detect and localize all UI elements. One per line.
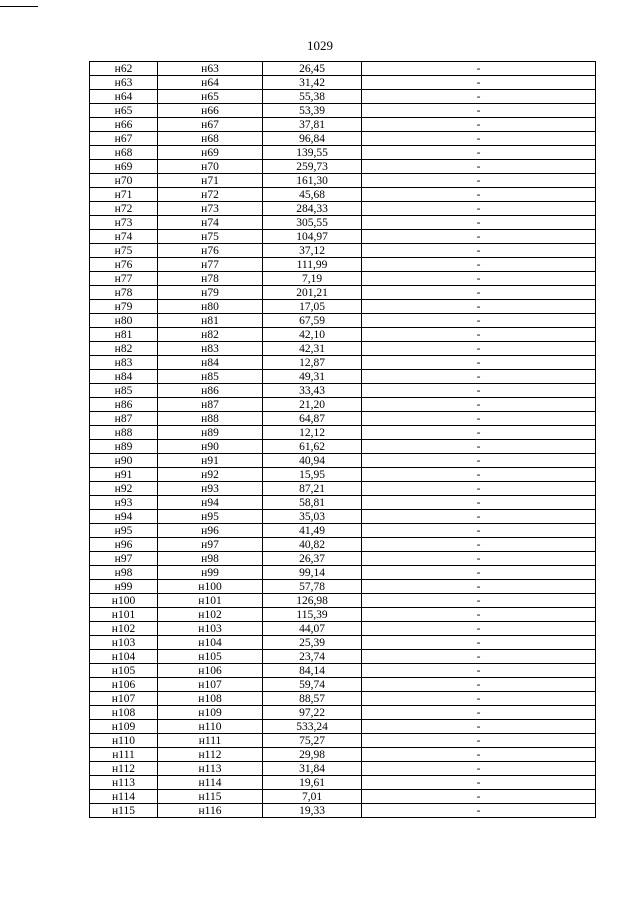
point-from-cell: н102: [90, 622, 158, 636]
distance-cell: 99,14: [263, 566, 362, 580]
point-from-cell: н72: [90, 202, 158, 216]
table-row: [90, 244, 596, 258]
distance-cell: 53,39: [263, 104, 362, 118]
distance-cell: 31,42: [263, 76, 362, 90]
table-row: [90, 174, 596, 188]
table-row: [90, 132, 596, 146]
point-to-cell: н116: [158, 804, 263, 818]
table-row: [90, 720, 596, 734]
note-cell: -: [362, 650, 596, 664]
point-to-cell: н69: [158, 146, 263, 160]
table-row: [90, 62, 596, 76]
table-row: [90, 566, 596, 580]
table-row: [90, 440, 596, 454]
point-from-cell: н81: [90, 328, 158, 342]
note-cell: -: [362, 552, 596, 566]
table-row: [90, 580, 596, 594]
point-from-cell: н108: [90, 706, 158, 720]
table-row: [90, 300, 596, 314]
note-cell: -: [362, 426, 596, 440]
table-row: [90, 76, 596, 90]
note-cell: -: [362, 412, 596, 426]
note-cell: -: [362, 118, 596, 132]
point-from-cell: н78: [90, 286, 158, 300]
point-to-cell: н66: [158, 104, 263, 118]
point-from-cell: н85: [90, 384, 158, 398]
point-from-cell: н79: [90, 300, 158, 314]
point-from-cell: н111: [90, 748, 158, 762]
point-to-cell: н76: [158, 244, 263, 258]
point-from-cell: н114: [90, 790, 158, 804]
point-to-cell: н75: [158, 230, 263, 244]
distance-cell: 161,30: [263, 174, 362, 188]
note-cell: -: [362, 62, 596, 76]
point-to-cell: н106: [158, 664, 263, 678]
table-row: [90, 510, 596, 524]
distance-cell: 84,14: [263, 664, 362, 678]
point-from-cell: н62: [90, 62, 158, 76]
table-row: [90, 608, 596, 622]
distance-cell: 12,87: [263, 356, 362, 370]
point-from-cell: н103: [90, 636, 158, 650]
distance-cell: 305,55: [263, 216, 362, 230]
point-to-cell: н77: [158, 258, 263, 272]
point-to-cell: н91: [158, 454, 263, 468]
note-cell: -: [362, 76, 596, 90]
distance-cell: 12,12: [263, 426, 362, 440]
table-row: [90, 748, 596, 762]
table-row: [90, 272, 596, 286]
note-cell: -: [362, 188, 596, 202]
distance-cell: 26,37: [263, 552, 362, 566]
point-to-cell: н90: [158, 440, 263, 454]
point-to-cell: н111: [158, 734, 263, 748]
point-to-cell: н97: [158, 538, 263, 552]
point-to-cell: н87: [158, 398, 263, 412]
point-to-cell: н64: [158, 76, 263, 90]
note-cell: -: [362, 174, 596, 188]
table-row: [90, 496, 596, 510]
point-from-cell: н95: [90, 524, 158, 538]
table-row: [90, 790, 596, 804]
distance-cell: 33,43: [263, 384, 362, 398]
table-row: [90, 468, 596, 482]
distance-cell: 139,55: [263, 146, 362, 160]
point-from-cell: н73: [90, 216, 158, 230]
point-to-cell: н110: [158, 720, 263, 734]
table-row: [90, 734, 596, 748]
distance-cell: 111,99: [263, 258, 362, 272]
point-from-cell: н112: [90, 762, 158, 776]
corner-line: [0, 6, 38, 7]
point-to-cell: н95: [158, 510, 263, 524]
point-to-cell: н104: [158, 636, 263, 650]
point-to-cell: н92: [158, 468, 263, 482]
point-from-cell: н66: [90, 118, 158, 132]
point-from-cell: н109: [90, 720, 158, 734]
note-cell: -: [362, 384, 596, 398]
note-cell: -: [362, 244, 596, 258]
point-to-cell: н71: [158, 174, 263, 188]
point-from-cell: н113: [90, 776, 158, 790]
table-row: [90, 258, 596, 272]
table-row: [90, 664, 596, 678]
point-to-cell: н73: [158, 202, 263, 216]
note-cell: -: [362, 608, 596, 622]
table-row: [90, 622, 596, 636]
note-cell: -: [362, 664, 596, 678]
distance-cell: 57,78: [263, 580, 362, 594]
distance-cell: 25,39: [263, 636, 362, 650]
distance-cell: 37,81: [263, 118, 362, 132]
table-row: [90, 188, 596, 202]
note-cell: -: [362, 398, 596, 412]
distance-cell: 201,21: [263, 286, 362, 300]
note-cell: -: [362, 510, 596, 524]
point-from-cell: н70: [90, 174, 158, 188]
point-from-cell: н100: [90, 594, 158, 608]
point-from-cell: н71: [90, 188, 158, 202]
point-from-cell: н82: [90, 342, 158, 356]
table-body: [90, 62, 596, 818]
table-row: [90, 356, 596, 370]
table-row: [90, 538, 596, 552]
table-row: [90, 104, 596, 118]
distance-cell: 533,24: [263, 720, 362, 734]
note-cell: -: [362, 622, 596, 636]
note-cell: -: [362, 370, 596, 384]
point-from-cell: н65: [90, 104, 158, 118]
distance-cell: 58,81: [263, 496, 362, 510]
note-cell: -: [362, 132, 596, 146]
point-to-cell: н72: [158, 188, 263, 202]
point-to-cell: н84: [158, 356, 263, 370]
table-row: [90, 146, 596, 160]
point-from-cell: н98: [90, 566, 158, 580]
distance-cell: 75,27: [263, 734, 362, 748]
point-from-cell: н92: [90, 482, 158, 496]
distance-cell: 19,33: [263, 804, 362, 818]
distance-cell: 59,74: [263, 678, 362, 692]
point-from-cell: н91: [90, 468, 158, 482]
point-to-cell: н96: [158, 524, 263, 538]
point-from-cell: н77: [90, 272, 158, 286]
point-from-cell: н87: [90, 412, 158, 426]
table-row: [90, 594, 596, 608]
table-row: [90, 692, 596, 706]
point-to-cell: н88: [158, 412, 263, 426]
note-cell: -: [362, 146, 596, 160]
point-to-cell: н63: [158, 62, 263, 76]
point-from-cell: н90: [90, 454, 158, 468]
point-to-cell: н113: [158, 762, 263, 776]
boundary-table: [89, 61, 596, 818]
point-to-cell: н85: [158, 370, 263, 384]
point-to-cell: н114: [158, 776, 263, 790]
point-to-cell: н70: [158, 160, 263, 174]
point-to-cell: н107: [158, 678, 263, 692]
point-to-cell: н81: [158, 314, 263, 328]
note-cell: -: [362, 90, 596, 104]
point-from-cell: н68: [90, 146, 158, 160]
distance-cell: 23,74: [263, 650, 362, 664]
table-row: [90, 552, 596, 566]
point-from-cell: н75: [90, 244, 158, 258]
note-cell: -: [362, 524, 596, 538]
table-row: [90, 160, 596, 174]
point-to-cell: н94: [158, 496, 263, 510]
table-row: [90, 230, 596, 244]
distance-cell: 7,01: [263, 790, 362, 804]
point-to-cell: н74: [158, 216, 263, 230]
distance-cell: 31,84: [263, 762, 362, 776]
point-to-cell: н103: [158, 622, 263, 636]
table-row: [90, 454, 596, 468]
table-row: [90, 482, 596, 496]
table-row: [90, 804, 596, 818]
note-cell: -: [362, 342, 596, 356]
point-from-cell: н93: [90, 496, 158, 510]
distance-cell: 61,62: [263, 440, 362, 454]
distance-cell: 55,38: [263, 90, 362, 104]
point-from-cell: н74: [90, 230, 158, 244]
distance-cell: 29,98: [263, 748, 362, 762]
note-cell: -: [362, 678, 596, 692]
note-cell: -: [362, 440, 596, 454]
distance-cell: 17,05: [263, 300, 362, 314]
distance-cell: 44,07: [263, 622, 362, 636]
note-cell: -: [362, 356, 596, 370]
point-from-cell: н69: [90, 160, 158, 174]
point-to-cell: н105: [158, 650, 263, 664]
distance-cell: 87,21: [263, 482, 362, 496]
note-cell: -: [362, 762, 596, 776]
point-from-cell: н76: [90, 258, 158, 272]
point-from-cell: н64: [90, 90, 158, 104]
point-to-cell: н102: [158, 608, 263, 622]
distance-cell: 259,73: [263, 160, 362, 174]
note-cell: -: [362, 160, 596, 174]
point-to-cell: н82: [158, 328, 263, 342]
point-to-cell: н65: [158, 90, 263, 104]
note-cell: -: [362, 636, 596, 650]
table-row: [90, 650, 596, 664]
point-to-cell: н109: [158, 706, 263, 720]
point-from-cell: н67: [90, 132, 158, 146]
point-to-cell: н83: [158, 342, 263, 356]
point-from-cell: н99: [90, 580, 158, 594]
note-cell: -: [362, 104, 596, 118]
note-cell: -: [362, 216, 596, 230]
distance-cell: 49,31: [263, 370, 362, 384]
note-cell: -: [362, 454, 596, 468]
table-row: [90, 426, 596, 440]
note-cell: -: [362, 482, 596, 496]
point-from-cell: н96: [90, 538, 158, 552]
point-from-cell: н107: [90, 692, 158, 706]
note-cell: -: [362, 328, 596, 342]
point-to-cell: н115: [158, 790, 263, 804]
table-row: [90, 706, 596, 720]
table-row: [90, 216, 596, 230]
distance-cell: 42,31: [263, 342, 362, 356]
note-cell: -: [362, 748, 596, 762]
point-from-cell: н104: [90, 650, 158, 664]
note-cell: -: [362, 286, 596, 300]
note-cell: -: [362, 580, 596, 594]
note-cell: -: [362, 314, 596, 328]
point-from-cell: н63: [90, 76, 158, 90]
point-from-cell: н94: [90, 510, 158, 524]
point-to-cell: н67: [158, 118, 263, 132]
note-cell: -: [362, 594, 596, 608]
table-row: [90, 342, 596, 356]
distance-cell: 40,94: [263, 454, 362, 468]
note-cell: -: [362, 230, 596, 244]
point-from-cell: н86: [90, 398, 158, 412]
note-cell: -: [362, 720, 596, 734]
table-row: [90, 524, 596, 538]
note-cell: -: [362, 496, 596, 510]
point-to-cell: н89: [158, 426, 263, 440]
point-to-cell: н79: [158, 286, 263, 300]
table-row: [90, 118, 596, 132]
distance-cell: 15,95: [263, 468, 362, 482]
distance-cell: 35,03: [263, 510, 362, 524]
note-cell: -: [362, 790, 596, 804]
distance-cell: 67,59: [263, 314, 362, 328]
table-row: [90, 314, 596, 328]
point-to-cell: н99: [158, 566, 263, 580]
point-from-cell: н101: [90, 608, 158, 622]
point-from-cell: н106: [90, 678, 158, 692]
distance-cell: 97,22: [263, 706, 362, 720]
distance-cell: 45,68: [263, 188, 362, 202]
point-to-cell: н112: [158, 748, 263, 762]
point-to-cell: н100: [158, 580, 263, 594]
note-cell: -: [362, 300, 596, 314]
distance-cell: 88,57: [263, 692, 362, 706]
point-to-cell: н108: [158, 692, 263, 706]
table-row: [90, 412, 596, 426]
note-cell: -: [362, 734, 596, 748]
distance-cell: 26,45: [263, 62, 362, 76]
note-cell: -: [362, 692, 596, 706]
distance-cell: 37,12: [263, 244, 362, 258]
table-row: [90, 636, 596, 650]
point-to-cell: н80: [158, 300, 263, 314]
table-row: [90, 202, 596, 216]
point-from-cell: н115: [90, 804, 158, 818]
distance-cell: 64,87: [263, 412, 362, 426]
distance-cell: 42,10: [263, 328, 362, 342]
point-to-cell: н68: [158, 132, 263, 146]
note-cell: -: [362, 272, 596, 286]
distance-cell: 19,61: [263, 776, 362, 790]
point-to-cell: н93: [158, 482, 263, 496]
note-cell: -: [362, 538, 596, 552]
distance-cell: 104,97: [263, 230, 362, 244]
page-number: 1029: [307, 38, 333, 53]
table-row: [90, 678, 596, 692]
distance-cell: 284,33: [263, 202, 362, 216]
point-to-cell: н78: [158, 272, 263, 286]
distance-cell: 126,98: [263, 594, 362, 608]
note-cell: -: [362, 706, 596, 720]
table-row: [90, 90, 596, 104]
table-row: [90, 286, 596, 300]
distance-cell: 7,19: [263, 272, 362, 286]
point-from-cell: н89: [90, 440, 158, 454]
point-to-cell: н101: [158, 594, 263, 608]
distance-cell: 21,20: [263, 398, 362, 412]
note-cell: -: [362, 258, 596, 272]
table-row: [90, 328, 596, 342]
note-cell: -: [362, 776, 596, 790]
note-cell: -: [362, 566, 596, 580]
point-from-cell: н97: [90, 552, 158, 566]
point-from-cell: н88: [90, 426, 158, 440]
distance-cell: 40,82: [263, 538, 362, 552]
point-from-cell: н83: [90, 356, 158, 370]
distance-cell: 41,49: [263, 524, 362, 538]
point-to-cell: н86: [158, 384, 263, 398]
table-row: [90, 370, 596, 384]
table-row: [90, 398, 596, 412]
point-to-cell: н98: [158, 552, 263, 566]
point-from-cell: н105: [90, 664, 158, 678]
point-from-cell: н84: [90, 370, 158, 384]
point-from-cell: н110: [90, 734, 158, 748]
note-cell: -: [362, 804, 596, 818]
distance-cell: 96,84: [263, 132, 362, 146]
note-cell: -: [362, 202, 596, 216]
point-from-cell: н80: [90, 314, 158, 328]
distance-cell: 115,39: [263, 608, 362, 622]
note-cell: -: [362, 468, 596, 482]
table-row: [90, 776, 596, 790]
table-row: [90, 762, 596, 776]
table-row: [90, 384, 596, 398]
